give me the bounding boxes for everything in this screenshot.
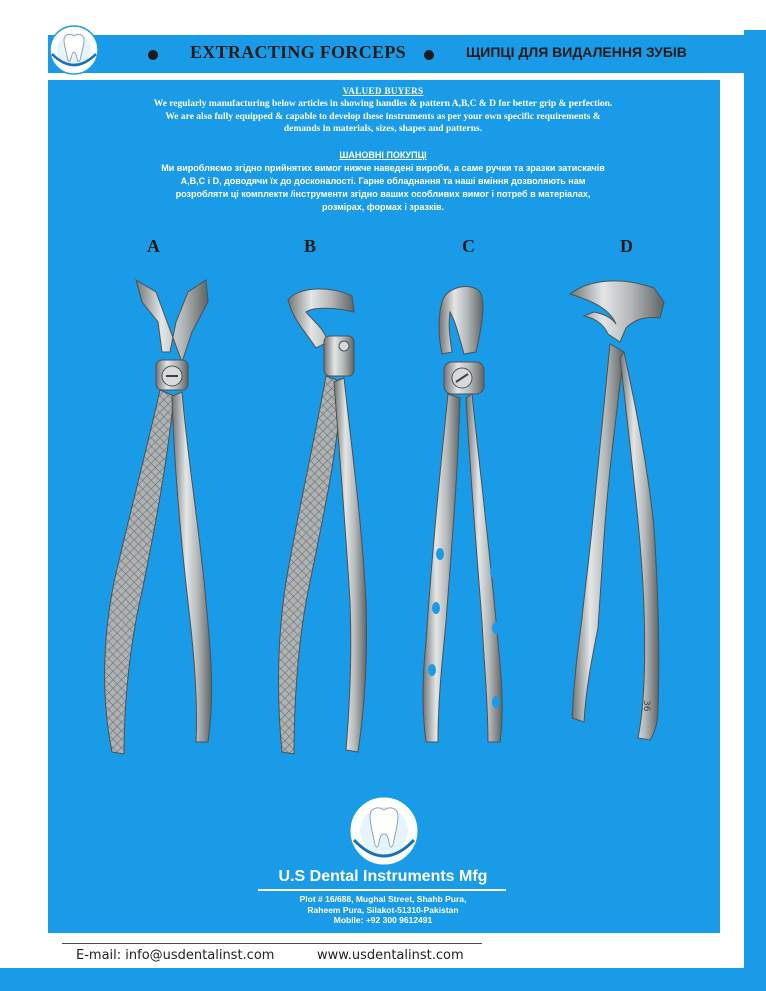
company-logo-icon [338,796,430,866]
forceps-a-image [96,272,226,766]
address-line: Plot # 16/688, Mughal Street, Shahb Pura, [299,894,467,904]
intro-en-line: demands in materials, sizes, shapes and patterns. [283,124,483,134]
pattern-label-d: D [620,236,633,256]
page-title-ua: ЩИПЦІ ДЛЯ ВИДАЛЕННЯ ЗУБІВ [466,44,687,60]
pattern-label-b: B [304,236,317,256]
right-accent-strip [744,30,766,991]
bullet-icon [148,50,158,60]
bottom-band [0,968,766,991]
intro-ua-title: ШАНОВНІ ПОКУПЦІ [339,149,427,160]
pattern-label-c: C [462,236,475,256]
bullet-icon [424,50,434,60]
company-name: U.S Dental Instruments Mfg [278,868,488,885]
page-title-en: EXTRACTING FORCEPS [190,42,406,62]
intro-en-body [100,98,666,136]
company-divider [258,889,506,891]
forceps-b-image [268,282,380,766]
forceps-c-image [416,282,520,766]
intro-block [100,86,666,214]
top-band [0,0,766,30]
intro-en-line: We are also fully equipped & capable to develop these instruments as per your own specific requirements & [165,111,601,122]
pattern-label-a: A [147,236,160,256]
address-line: Mobile: +92 300 9612491 [333,915,433,925]
contact-website-link[interactable]: www.usdentalinst.com [317,948,464,963]
intro-ua-line: розмірах, формах і зразків. [321,201,445,212]
left-margin [0,30,48,991]
intro-ua-line: A,B,C і D, доводячи їх до досконалості. Гарне обладнання та наші вміння дозволяють нам [180,175,586,186]
contact-email-link[interactable]: E-mail: info@usdentalinst.com [76,948,275,963]
forceps-d-engraving: 36 [641,700,651,712]
intro-en-line: We regularly manufacturing below articles in showing handles & pattern A,B,C & D for better grip & perfection. [153,99,613,109]
forceps-d-image [564,268,684,748]
intro-en-title: VALUED BUYERS [342,86,424,96]
contact-divider [62,943,482,944]
intro-ua-body [100,162,666,214]
intro-ua-line: розробляти ці комплекти /інструменти згідно ваших особливих вимог і потреб в матеріалах, [175,188,591,199]
tooth-logo-icon [46,24,102,76]
address-line: Raheem Pura, Silakot-51310-Pakistan [307,904,459,915]
company-address [258,894,508,926]
intro-ua-line: Ми виробляємо згідно прийнятих вимог нижче наведені вироби, а саме ручки та зразки затискачів [161,162,605,173]
